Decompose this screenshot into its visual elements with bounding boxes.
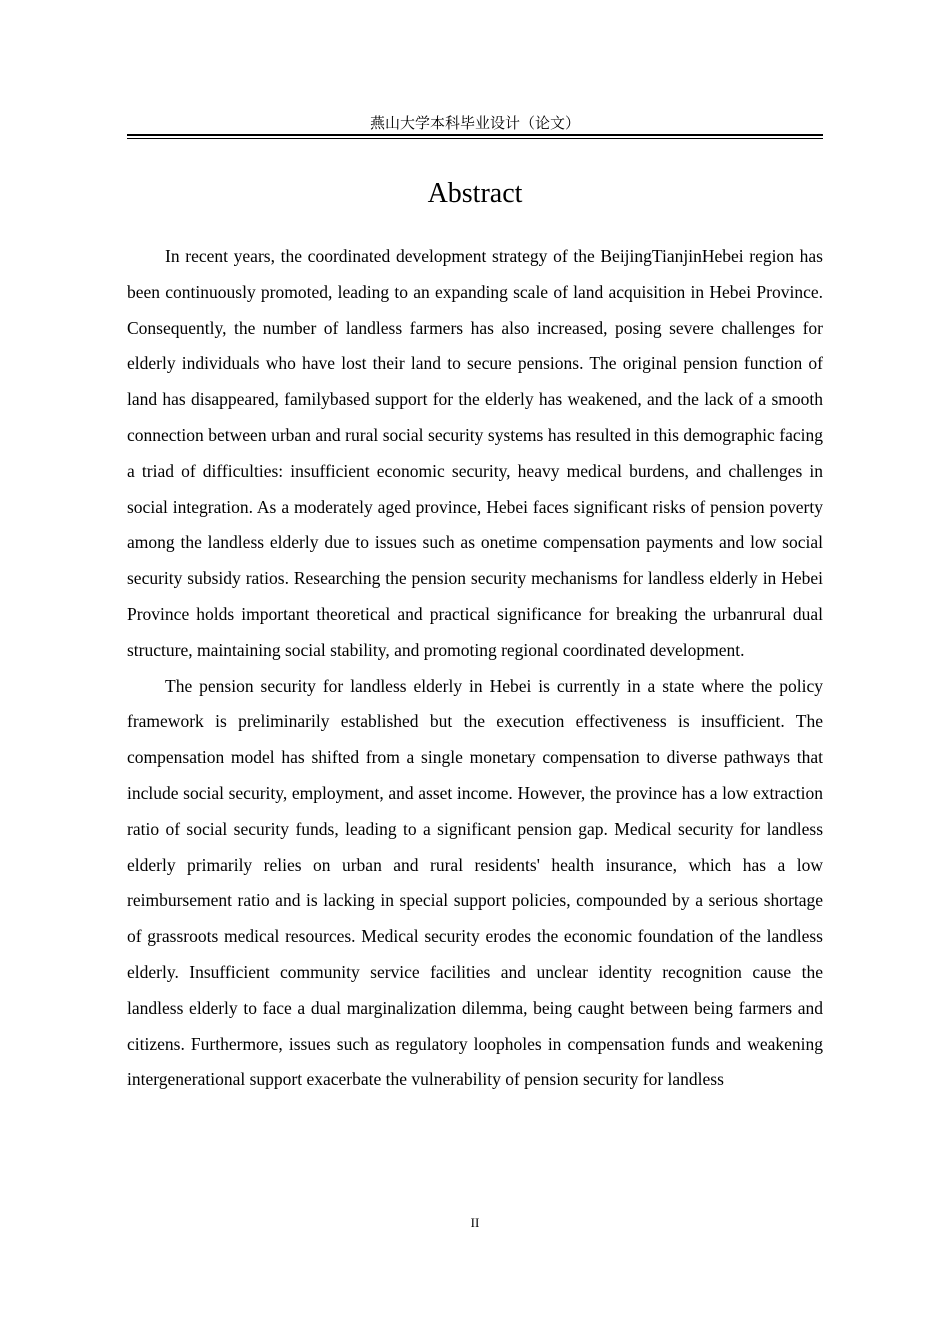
abstract-body [127, 239, 823, 1098]
page-number: II [470, 1215, 480, 1230]
abstract-paragraph-2: The pension security for landless elderly in Hebei is currently in a state where the policy framework is preliminarily established but the execution effectiveness is insufficient. The compensation model has shifted from a single monetary compensation to diverse pathways that include social security, employment, and asset income. However, the province has a low extraction ratio of social security funds, leading to a significant pension gap. Medical security for landless elderly primarily relies on urban and rural residents' health insurance, which has a low reimbursement ratio and is lacking in special support policies, compounded by a serious shortage of grassroots medical resources. Medical security erodes the economic foundation of the landless elderly. Insufficient community service facilities and unclear identity recognition cause the landless elderly to face a dual marginalization dilemma, being caught between being farmers and citizens. Furthermore, issues such as regulatory loopholes in compensation funds and weakening intergenerational support exacerbate the vulnerability of pension security for landless [127, 675, 823, 1090]
running-header: 燕山大学本科毕业设计（论文） [369, 114, 580, 132]
header-rule-thin [127, 138, 823, 139]
abstract-paragraph-1: In recent years, the coordinated development strategy of the BeijingTianjinHebei region has been continuously promoted, leading to an expanding scale of land acquisition in Hebei Province. Consequently, the number of landless farmers has also increased, posing severe challenges for elderly individuals who have lost their land to secure pensions. The original pension function of land has disappeared, familybased support for the elderly has weakened, and the lack of a smooth connection between urban and rural social security systems has resulted in this demographic facing a triad of difficulties: insufficient economic security, heavy medical burdens, and challenges in social integration. As a moderately aged province, Hebei faces significant risks of pension poverty among the landless elderly due to issues such as onetime compensation payments and low social security subsidy ratios. Researching the pension security mechanisms for landless elderly in Hebei Province holds important theoretical and practical significance for breaking the urbanrural dual structure, maintaining social stability, and promoting regional coordinated development. [127, 246, 823, 660]
abstract-heading: Abstract [427, 178, 523, 209]
header-rule-thick [127, 134, 823, 136]
